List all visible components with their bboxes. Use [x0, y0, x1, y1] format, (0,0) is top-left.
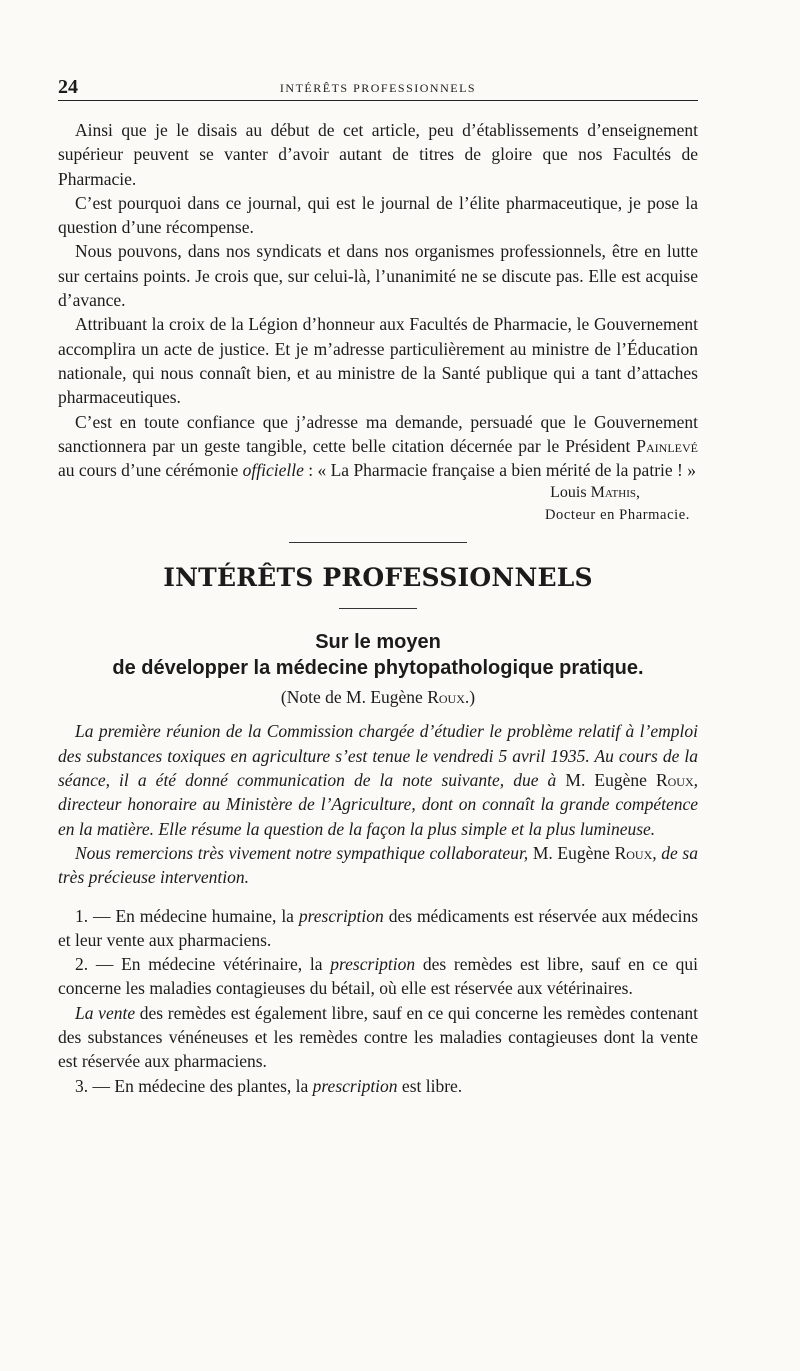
- emphasis: officielle: [242, 460, 304, 481]
- signature-title: Docteur en Pharmacie.: [544, 507, 690, 524]
- list-item: 2. — En médecine vétérinaire, la prescription des remèdes est libre, sauf en ce qui concerne les maladies contagieuses du bétail, où elle est réservée aux vétérinaires.: [58, 954, 698, 999]
- article-subtitle-line1: Sur le moyen: [315, 631, 441, 654]
- page-header: [58, 76, 698, 101]
- article-note: (Note de M. Eugène Roux.): [280, 687, 476, 708]
- running-head: INTÉRÊTS PROFESSIONNELS: [279, 81, 477, 95]
- section-title: INTÉRÊTS PROFESSIONNELS: [163, 563, 593, 593]
- numbered-points: [58, 904, 698, 1098]
- signature: [58, 482, 698, 526]
- list-item: 3. — En médecine des plantes, la prescription est libre.: [75, 1075, 463, 1096]
- body-text: [58, 118, 698, 1098]
- article-subtitle-line2: de développer la médecine phytopathologique pratique.: [112, 657, 644, 680]
- paragraph: Nous pouvons, dans nos syndicats et dans nos organismes professionnels, être en lutte sur certains points. Je crois que, sur celui-là, l’unanimité ne se discute pas. Elle est acquise d’avance.: [58, 241, 698, 311]
- list-item: 1. — En médecine humaine, la prescription des médicaments est réservée aux médecins et leur vente aux pharmaciens.: [58, 905, 699, 950]
- divider: [289, 542, 467, 543]
- paragraph: C’est pourquoi dans ce journal, qui est le journal de l’élite pharmaceutique, je pose la question d’une récompense.: [58, 192, 698, 238]
- page-number: 24: [58, 76, 78, 98]
- paragraph: C’est en toute confiance que j’adresse ma demande, persuadé que le Gouvernement sanctionnera par un geste tangible, cette belle citation décernée par le Président Painlevé au cours d’une cérémonie officielle : « La Pharmacie française a bien mérité de la patrie ! »: [58, 411, 698, 481]
- paragraph: Nous remercions très vivement notre sympathique collaborateur, M. Eugène Roux, de sa très précieuse intervention.: [58, 842, 698, 888]
- president-name: Painlevé: [636, 435, 698, 456]
- signature-name: Louis Mathis,: [550, 484, 640, 502]
- editorial-intro: [58, 719, 698, 889]
- paragraph: Ainsi que je le disais au début de cet article, peu d’établissements d’enseignement supérieur peuvent se vanter d’avoir autant de titres de gloire que nos Facultés de Pharmacie.: [58, 120, 698, 189]
- paragraph: La vente des remèdes est également libre, sauf en ce qui concerne les remèdes contenant des substances vénéneuses et les remèdes contre les maladies contagieuses dont la vente est réservée aux pharmaciens.: [58, 1002, 698, 1072]
- divider: [339, 608, 417, 609]
- paragraph: La première réunion de la Commission chargée d’étudier le problème relatif à l’emploi des substances toxiques en agriculture s’est tenue le vendredi 5 avril 1935. Au cours de la séance, il a été donné communication de la note suivante, due à M. Eugène Roux, directeur honoraire au Ministère de l’Agriculture, dont on connaît la grande compétence en la matière. Elle résume la question de la façon la plus simple et la plus lumineuse.: [58, 721, 698, 839]
- article-conclusion: [58, 118, 698, 526]
- paragraph: Attribuant la croix de la Légion d’honneur aux Facultés de Pharmacie, le Gouvernement accomplira un acte de justice. Et je m’adresse particulièrement au ministre de l’Éducation nationale, qui nous connaît bien, et au ministre de la Santé publique qui a tant d’attaches pharmaceutiques.: [58, 314, 698, 408]
